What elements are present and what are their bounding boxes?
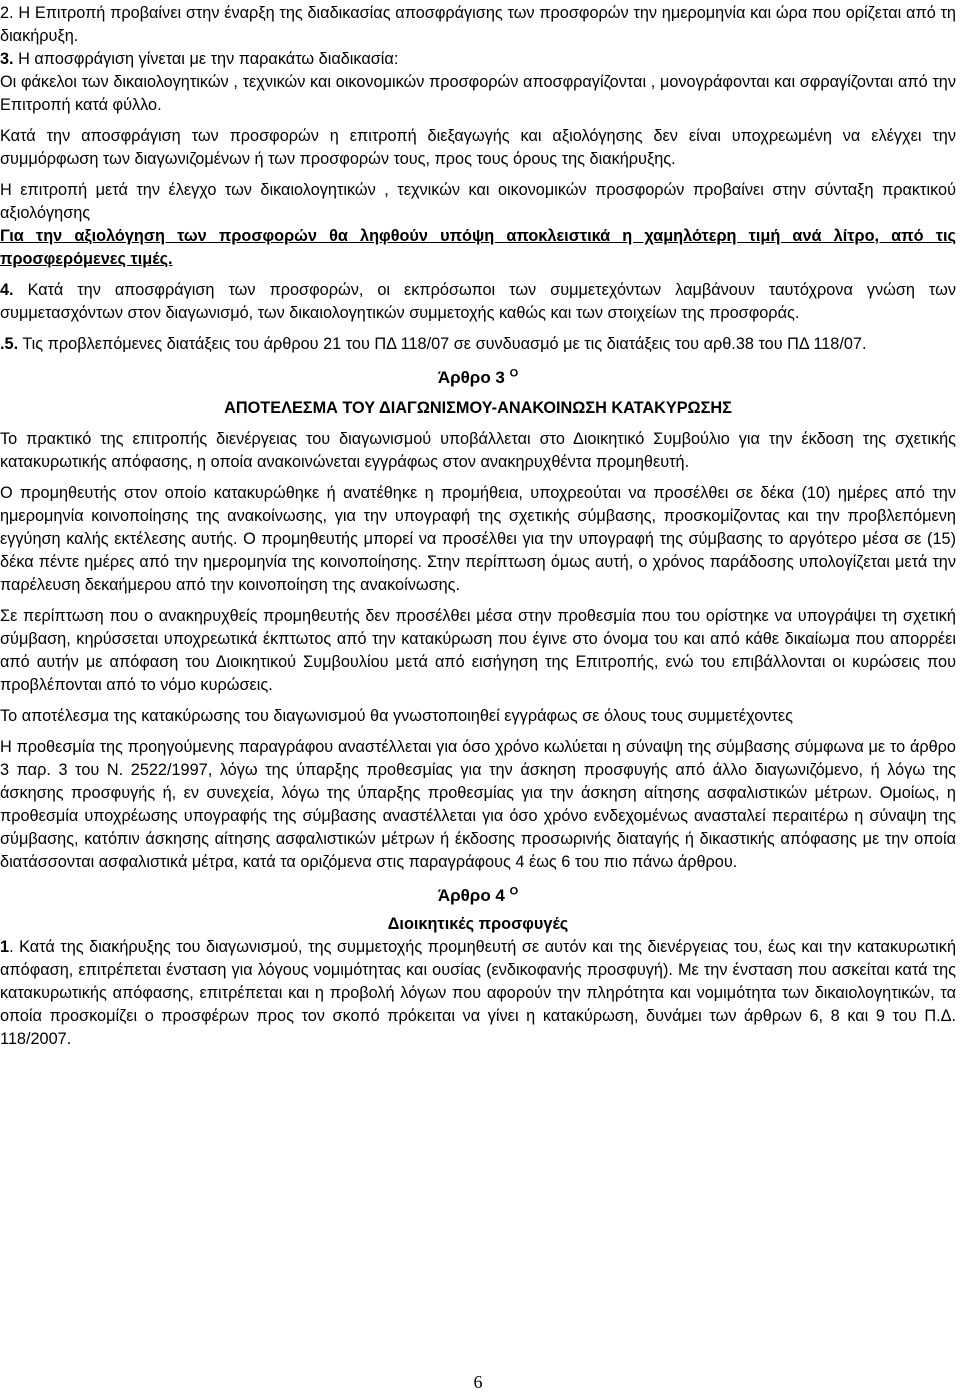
- page-number: 6: [473, 1372, 483, 1392]
- paragraph-text: Κατά την αποσφράγιση των προσφορών, οι εκπρόσωποι των συμμετεχόντων λαμβάνουν ταυτόχρονα γνώση των συμμετασχόντων στον διαγωνισμό, των δικαιολογητικών συμμετοχής καθώς και των στοιχείων της προσφοράς.: [0, 281, 956, 322]
- article-3-title: [0, 366, 956, 389]
- paragraph-supplier-obligation: Ο προμηθευτής στον οποίο κατακυρώθηκε ή ανατέθηκε η προμήθεια, υποχρεούται να προσέλθει σε δέκα (10) ημέρες από την ημερομηνία κοινοποίησης της ανακοίνωσης, για την υπογραφή της σχετικής σύμβασης, προσκομίζοντας και την προβλεπόμενη εγγύηση καλής εκτέλεσης αυτής. Ο προμηθευτής μπορεί να προσέλθει για την υπογραφή της σύμβασης το αργότερο μέσα σε (15) δέκα πέντε ημέρες από την ημερομηνία της κοινοποίησης. Στην περίπτωση όμως αυτή, ο χρόνος παράδοσης υπολογίζεται μετά την παρέλευση δεκαήμερου από την κοινοποίηση της ανακοίνωσης.: [0, 484, 956, 594]
- article-3-heading: ΑΠΟΤΕΛΕΣΜΑ ΤΟΥ ΔΙΑΓΩΝΙΣΜΟΥ-ΑΝΑΚΟΙΝΩΣΗ ΚΑΤΑΚΥΡΩΣΗΣ: [224, 399, 732, 417]
- paragraph-report-submission: Το πρακτικό της επιτροπής διενέργειας του διαγωνισμού υποβάλλεται στο Διοικητικό Συμβούλιο για την έκδοση της σχετικής κατακυρωτικής απόφασης, η οποία ανακοινώνεται εγγράφως στον ανακηρυχθέντα προμηθευτή.: [0, 430, 956, 471]
- paragraph-4: [0, 279, 956, 325]
- paragraph-2: 2. Η Επιτροπή προβαίνει στην έναρξη της διαδικασίας αποσφράγισης των προσφορών την ημερομηνία και ώρα που ορίζεται από τη διακήρυξη.: [0, 4, 956, 45]
- paragraph-administrative-appeals: [0, 936, 956, 1051]
- article-4-title: [0, 884, 956, 907]
- paragraph-failure-to-sign: Σε περίπτωση που ο ανακηρυχθείς προμηθευτής δεν προσέλθει μέσα στην προθεσμία που του ορίστηκε να υπογράψει τη σχετική σύμβαση, κηρύσσεται υποχρεωτικά έκπτωτος από την κατακύρωση που έγινε στο όνομα του και από κάθε δικαίωμα που απορρέει από αυτήν με απόφαση του Διοικητικού Συμβουλίου μετά από εισήγηση της Επιτροπής, ενώ του επιβάλλονται οι κυρώσεις που προβλέπονται από το νόμο κυρώσεις.: [0, 607, 956, 694]
- paragraph-number: 3.: [0, 50, 14, 68]
- paragraph-committee-check: Κατά την αποσφράγιση των προσφορών η επιτροπή διεξαγωγής και αξιολόγησης δεν είναι υποχρεωμένη να ελέγχει την συμμόρφωση των διαγωνιζομένων ή των προσφορών τους, προς τους όρους της διακήρυξης.: [0, 127, 956, 168]
- paragraph-number: .5.: [0, 335, 19, 353]
- paragraph-lowest-price: Για την αξιολόγηση των προσφορών θα ληφθούν υπόψη αποκλειστικά η χαμηλότερη τιμή ανά λίτρο, από τις προσφερόμενες τιμές.: [0, 227, 956, 268]
- article-ordinal: Ο: [509, 367, 519, 380]
- paragraph-5: [0, 333, 956, 356]
- article-4-heading: Διοικητικές προσφυγές: [387, 915, 569, 933]
- paragraph-envelopes: Οι φάκελοι των δικαιολογητικών , τεχνικών και οικονομικών προσφορών αποσφραγίζονται , μονογράφονται και σφραγίζονται από την Επιτροπή κατά φύλλο.: [0, 73, 956, 114]
- article-title-text: Άρθρο 3: [437, 368, 505, 387]
- paragraph-text: . Κατά της διακήρυξης του διαγωνισμού, της συμμετοχής προμηθευτή σε αυτόν και της διενέργειας του, έως και την κατακυρωτική απόφαση, επιτρέπεται ένσταση για λόγους νομιμότητας και ουσίας (ενδικοφανής προσφυγή). Με την ένσταση που ασκείται κατά της κατακυρωτικής απόφασης, επιτρέπεται και η προβολή λόγων που αφορούν την πληρότητα και νομιμότητα των δικαιολογητικών, τα οποία προσκομίζει ο προσφέρων προς τον σκοπό πρόκειται να γίνει η κατακύρωση, δυνάμει των άρθρων 6, 8 και 9 του Π.Δ. 118/2007.: [0, 938, 956, 1048]
- article-title-text: Άρθρο 4: [437, 886, 505, 905]
- paragraph-text: Η αποσφράγιση γίνεται με την παρακάτω διαδικασία:: [13, 50, 399, 68]
- paragraph-evaluation-report: Η επιτροπή μετά την έλεγχο των δικαιολογητικών , τεχνικών και οικονομικών προσφορών προβαίνει στην σύνταξη πρακτικού αξιολόγησης: [0, 181, 956, 222]
- paragraph-3: [0, 48, 956, 71]
- article-ordinal: Ο: [509, 885, 519, 898]
- paragraph-result-notification: Το αποτέλεσμα της κατακύρωσης του διαγωνισμού θα γνωστοποιηθεί εγγράφως σε όλους τους συμμετέχοντες: [0, 707, 793, 725]
- paragraph-text: Τις προβλεπόμενες διατάξεις του άρθρου 21 του ΠΔ 118/07 σε συνδυασμό με τις διατάξεις του αρθ.38 του ΠΔ 118/07.: [18, 335, 867, 353]
- paragraph-number: 1: [0, 938, 10, 956]
- paragraph-number: 4.: [0, 281, 14, 299]
- paragraph-deadline-suspension: Η προθεσμία της προηγούμενης παραγράφου αναστέλλεται για όσο χρόνο κωλύεται η σύναψη της σύμβασης σύμφωνα με το άρθρο 3 παρ. 3 του Ν. 2522/1997, λόγω της ύπαρξης προθεσμίας για την άσκηση προσφυγής από άλλο διαγωνιζόμενο, ή λόγω της άσκησης προσφυγής ή, εν συνεχεία, λόγω της ύπαρξης προθεσμίας για την άσκηση αίτησης ασφαλιστικών μέτρων. Ομοίως, η προθεσμία υποχρέωσης υπογραφής της σύμβασης αναστέλλεται για όσο χρόνο ενδεχομένως ανασταλεί περαιτέρω η σύναψη της σύμβασης, κατόπιν άσκησης αίτησης ασφαλιστικών μέτρων ή έκδοσης προσωρινής διαταγής ή δικαστικής απόφασης με την οποία διατάσσονται ασφαλιστικά μέτρα, κατά τα οριζόμενα στις παραγράφους 4 έως 6 του πιο πάνω άρθρου.: [0, 738, 956, 871]
